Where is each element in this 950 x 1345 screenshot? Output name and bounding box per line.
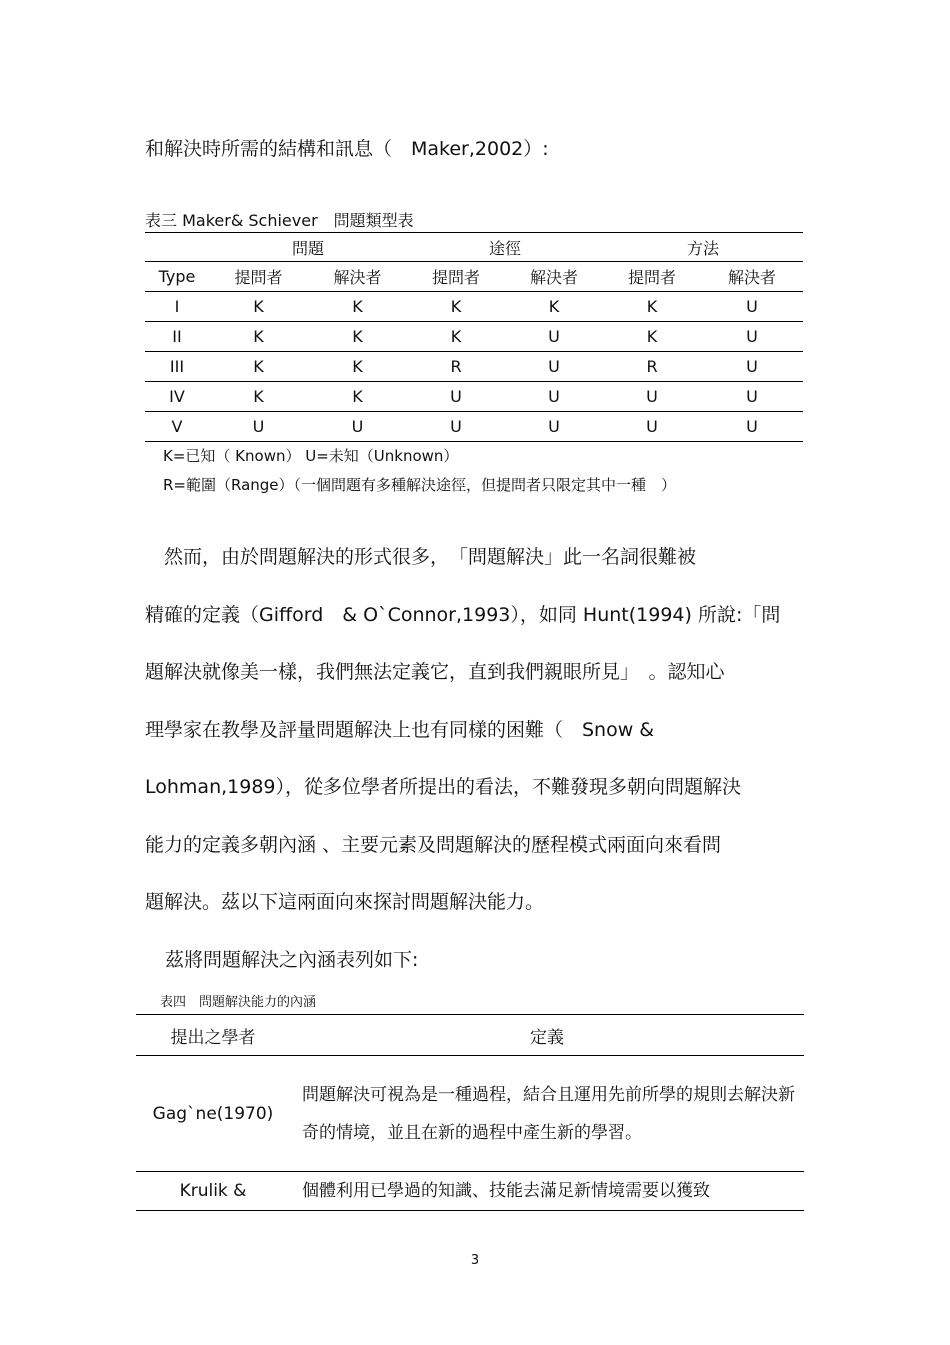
table-cell: U [308,412,407,442]
sub-header: 解決者 [505,262,603,292]
table-cell: K [308,352,407,382]
type-cell: IV [145,382,209,412]
page-number: 3 [470,1253,480,1268]
table-cell: K [603,292,701,322]
table-cell: K [308,292,407,322]
problem-type-table [145,232,803,442]
group-header-problem: 問題 [209,233,407,262]
problem-solving-definition-table [136,1014,804,1211]
sub-header: 提問者 [209,262,308,292]
table-cell: K [407,322,505,352]
table-cell: U [701,412,803,442]
table-cell: U [603,382,701,412]
scholar-header: 提出之學者 [136,1015,290,1056]
group-header-method: 方法 [603,233,803,262]
table-cell: R [407,352,505,382]
definition-cell: 問題解決可視為是一種過程，結合且運用先前所學的規則去解決新奇的情境，並且在新的過程中產生新的學習。 [290,1056,804,1172]
type-cell: III [145,352,209,382]
table-row [145,352,803,382]
paragraph-line: 理學家在教學及評量問題解決上也有同樣的困難（ Snow & [145,719,655,741]
table-cell: U [701,382,803,412]
table-cell: U [701,292,803,322]
paragraph-line: 能力的定義多朝內涵 、主要元素及問題解決的歷程模式兩面向來看問 [145,834,722,856]
type-cell: V [145,412,209,442]
table3-group-header-row [145,233,803,262]
sub-header: 解決者 [701,262,803,292]
table4-caption: 表四 問題解決能力的內涵 [160,995,317,1010]
definition-header: 定義 [290,1015,804,1056]
sub-header: 解決者 [308,262,407,292]
paragraph-line: 精確的定義（Gifford & O`Connor,1993），如同 Hunt(1994) 所說:「問 [145,604,781,626]
table-cell: U [209,412,308,442]
table-row [145,382,803,412]
table-cell: U [505,322,603,352]
table-cell: K [209,352,308,382]
table-row [145,412,803,442]
group-header-path: 途徑 [407,233,603,262]
table-cell: K [209,322,308,352]
table-cell: U [701,322,803,352]
table-cell: K [308,322,407,352]
sub-header: 提問者 [407,262,505,292]
intro-line: 和解決時所需的結構和訊息（ Maker,2002）: [145,138,549,160]
table3-note-known: K=已知（ Known） U=未知（Unknown） [163,447,459,465]
table-row [136,1172,804,1211]
table-cell: U [603,412,701,442]
table-cell: K [308,382,407,412]
table-row [136,1056,804,1172]
table-cell: K [209,382,308,412]
table3-note-range: R=範圍（Range）（一個問題有多種解決途徑，但提問者只限定其中一種 ） [163,476,677,494]
type-cell: I [145,292,209,322]
table-cell: K [505,292,603,322]
table-cell: U [505,412,603,442]
paragraph-line: Lohman,1989），從多位學者所提出的看法，不難發現多朝向問題解決 [145,776,742,798]
table4-header-row [136,1015,804,1056]
table3-sub-header-row [145,262,803,292]
paragraph-line: 然而，由於問題解決的形式很多， 「問題解決」此一名詞很難被 [145,546,697,568]
table-cell: R [603,352,701,382]
paragraph-line: 題解決。茲以下這兩面向來探討問題解決能力。 [145,891,545,913]
definition-cell: 個體利用已學過的知識、技能去滿足新情境需要以獲致 [290,1172,804,1211]
table-row [145,292,803,322]
table-cell: K [209,292,308,322]
table3-caption: 表三 Maker& Schiever 問題類型表 [145,211,414,230]
table-cell: U [505,382,603,412]
table-row [145,322,803,352]
scholar-cell: Gag`ne(1970) [136,1056,290,1172]
scholar-cell: Krulik & [136,1172,290,1211]
type-cell: II [145,322,209,352]
table4-lead-in: 茲將問題解決之內涵表列如下: [165,949,419,971]
table-cell: K [603,322,701,352]
type-header: Type [145,262,209,292]
table-cell: U [407,382,505,412]
table-cell: U [505,352,603,382]
table-cell: K [407,292,505,322]
sub-header: 提問者 [603,262,701,292]
paragraph-line: 題解決就像美一樣，我們無法定義它，直到我們親眼所見」 。認知心 [145,661,725,683]
table-cell: U [407,412,505,442]
table-cell: U [701,352,803,382]
